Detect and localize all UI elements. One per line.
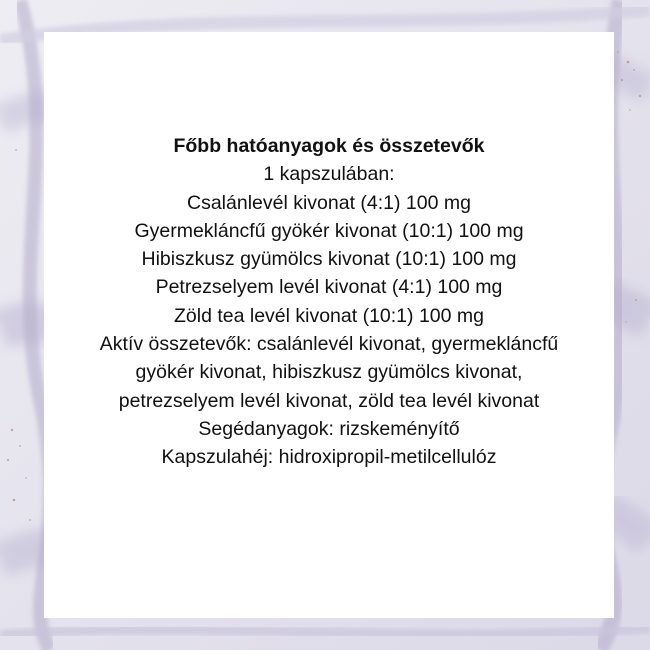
excipients-line: Segédanyagok: rizskeményítő xyxy=(198,417,460,440)
ingredients-line: Petrezselyem levél kivonat (4:1) 100 mg xyxy=(155,276,503,299)
ingredients-text-block xyxy=(44,132,614,472)
ingredients-line: 1 kapszulában: xyxy=(263,163,395,186)
ingredients-line: Zöld tea levél kivonat (10:1) 100 mg xyxy=(173,304,484,327)
ingredients-line: Gyermekláncfű gyökér kivonat (10:1) 100 mg xyxy=(134,219,524,242)
ingredients-heading: Főbb hatóanyagok és összetevők xyxy=(173,135,485,157)
ingredients-card xyxy=(44,32,614,618)
active-ingredients-line: Aktív összetevők: csalánlevél kivonat, gyermekláncfű xyxy=(99,333,559,356)
ingredients-line: Hibiszkusz gyümölcs kivonat (10:1) 100 mg xyxy=(141,248,517,271)
active-ingredients-line: petrezselyem levél kivonat, zöld tea levél kivonat xyxy=(118,389,540,412)
ingredients-line: Csalánlevél kivonat (4:1) 100 mg xyxy=(187,191,471,214)
active-ingredients-line: gyökér kivonat, hibiszkusz gyümölcs kivonat, xyxy=(135,361,523,384)
capsule-shell-line: Kapszulahéj: hidroxipropil-metilcellulóz xyxy=(161,446,497,469)
